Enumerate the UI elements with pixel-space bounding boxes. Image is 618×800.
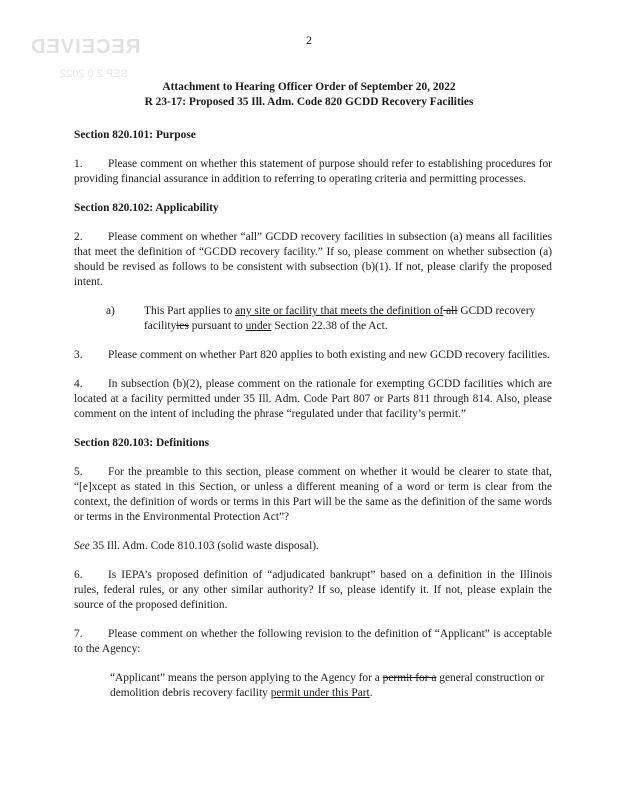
question-number: 2. <box>74 231 83 243</box>
question-number: 1. <box>74 158 83 170</box>
revision-label: a) <box>106 305 115 317</box>
question-4 <box>74 377 552 422</box>
deleted-text: ies <box>176 320 189 332</box>
question-6 <box>74 568 552 613</box>
question-number: 5. <box>74 466 83 478</box>
applicant-definition-revision <box>110 671 552 701</box>
question-number: 4. <box>74 378 83 390</box>
inserted-text: under <box>245 320 272 332</box>
section-title-820-103: Section 820.103: Definitions <box>74 437 210 449</box>
see-italic: See <box>74 540 90 552</box>
deleted-text: all <box>443 305 458 317</box>
see-text: 35 Ill. Adm. Code 810.103 (solid waste disposal). <box>89 540 319 552</box>
question-text: Please comment on whether Part 820 applies to both existing and new GCDD recovery facilities. <box>108 349 550 361</box>
document-heading <box>0 80 618 110</box>
question-text: Is IEPA’s proposed definition of “adjudicated bankrupt” based on a definition in the Illinois rules, federal rules, or any other similar authority? If so, please identify it. If not, please explain the source of the proposed definition. <box>74 569 552 611</box>
question-text: Please comment on whether the following revision to the definition of “Applicant” is acceptable to the Agency: <box>74 628 552 655</box>
question-text: For the preamble to this section, please comment on whether it would be clearer to state that, “[e]xcept as stated in this Section, or unless a different meaning of a word or term is clear from the context, the definition of words or terms in this Part will be the same as the definition of the same words or terms in the Environmental Protection Act”? <box>74 466 552 523</box>
section-title-820-101: Section 820.101: Purpose <box>74 129 196 141</box>
question-number: 3. <box>74 349 83 361</box>
question-text: Please comment on whether this statement of purpose should refer to establishing procedures for providing financial assurance in addition to referring to operating criteria and permitting processes. <box>74 158 552 185</box>
question-2 <box>74 230 552 290</box>
revision-text <box>144 304 552 334</box>
definition-text-part: . <box>369 687 373 699</box>
question-5 <box>74 465 552 525</box>
revision-text-part: pursuant to <box>188 320 246 332</box>
revision-text-part: Section 22.38 of the Act. <box>271 320 388 332</box>
deleted-text: permit for a <box>382 672 437 684</box>
question-7 <box>74 627 552 657</box>
inserted-text: permit under this Part <box>270 687 370 699</box>
section-title-820-102: Section 820.102: Applicability <box>74 202 219 214</box>
question-3 <box>74 348 552 363</box>
inserted-text: any site or facility that meets the definition of <box>235 305 444 317</box>
see-reference <box>74 539 552 554</box>
question-number: 6. <box>74 569 83 581</box>
question-number: 7. <box>74 628 83 640</box>
definition-text-part: general construction or demolition debris recovery facility <box>110 672 545 699</box>
question-text: In subsection (b)(2), please comment on the rationale for exempting GCDD facilities which are located at a facility permitted under 35 Ill. Adm. Code Part 807 or Parts 811 through 814. Also, please comment on the intent of including the phrase “regulated under that facility’s permit.” <box>74 378 552 420</box>
proposed-revision-a <box>106 304 552 334</box>
heading-line-2: R 23-17: Proposed 35 Ill. Adm. Code 820 GCDD Recovery Facilities <box>144 96 474 108</box>
question-text: Please comment on whether “all” GCDD recovery facilities in subsection (a) means all facilities that meet the definition of “GCDD recovery facility.” If so, please comment on whether subsection (a) should be revised as follows to be consistent with subsection (b)(1). If not, please clarify the proposed intent. <box>74 231 552 288</box>
question-1 <box>74 157 552 187</box>
page-number: 2 <box>306 33 312 47</box>
received-stamp-date: SEP 2 0 2022 <box>60 68 128 80</box>
definition-text-part: “Applicant” means the person applying to the Agency for a <box>110 672 383 684</box>
revision-text-part: GCDD recovery facility <box>144 305 536 332</box>
document-body <box>74 128 552 715</box>
heading-line-1: Attachment to Hearing Officer Order of September 20, 2022 <box>162 81 456 93</box>
received-stamp: RECEIVED <box>30 36 141 58</box>
revision-text-part: This Part applies to <box>144 305 236 317</box>
